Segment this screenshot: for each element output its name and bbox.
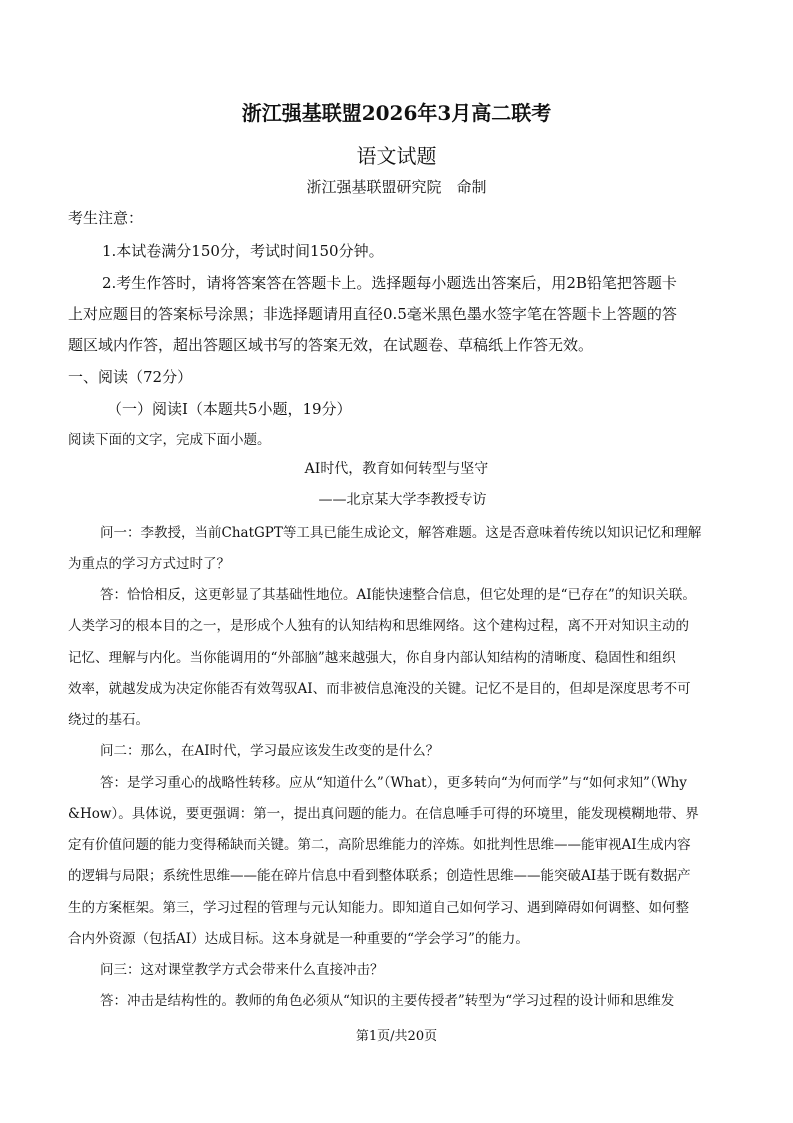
article-line: 问一：李教授，当前ChatGPT等工具已能生成论文，解答难题。这是否意味着传统以知识记忆和理解 (100, 525, 702, 541)
article-line: 合内外资源（包括AI）达成目标。这本身就是一种重要的“学会学习”的能力。 (68, 931, 529, 947)
article-line: 答：恰恰相反，这更彰显了其基础性地位。AI能快速整合信息，但它处理的是“已存在”的知识关联。 (100, 587, 696, 603)
notice-item-2-line-1: 2.考生作答时，请将答案答在答题卡上。选择题每小题选出答案后，用2B铅笔把答题卡 (102, 274, 677, 292)
article-line: 问三：这对课堂教学方式会带来什么直接冲击？ (100, 962, 384, 978)
article-line: 的逻辑与局限；系统性思维——能在碎片信息中看到整体联系；创造性思维——能突破AI基于既有数据产 (68, 868, 691, 884)
article-subtitle: ——北京某大学李教授专访 (318, 492, 487, 508)
section-heading: 一、阅读（72分） (68, 368, 193, 386)
page-number: 第1页/共20页 (355, 1029, 438, 1044)
exam-subject: 语文试题 (356, 144, 437, 168)
exam-author: 浙江强基联盟研究院 命制 (306, 178, 487, 196)
article-line: 答：冲击是结构性的。教师的角色必须从“知识的主要传授者”转型为“学习过程的设计师和思维发 (100, 993, 675, 1009)
notice-item-1: 1.本试卷满分150分，考试时间150分钟。 (102, 242, 384, 260)
article-title: AI时代，教育如何转型与坚守 (304, 461, 489, 477)
article-line: 答：是学习重心的战略性转移。应从“知道什么”（What），更多转向“为何而学”与“如何求知”（Why (100, 775, 687, 791)
article-line: 生的方案框架。第三，学习过程的管理与元认知能力。即知道自己如何学习、遇到障碍如何调整、如何整 (68, 900, 689, 916)
notice-heading: 考生注意： (68, 209, 144, 227)
article-line: 定有价值问题的能力变得稀缺而关键。第二，高阶思维能力的淬炼。如批判性思维——能审视AI生成内容 (68, 837, 691, 853)
article-line: 为重点的学习方式过时了？ (68, 556, 230, 572)
section-subheading: （一）阅读Ⅰ（本题共5小题，19分） (107, 400, 352, 418)
article-line: 问二：那么，在AI时代，学习最应该发生改变的是什么？ (100, 743, 440, 759)
article-line: 效率，就越发成为决定你能否有效驾驭AI、而非被信息淹没的关键。记忆不是目的，但却是深度思考不可 (68, 681, 691, 697)
article-line: &How）。具体说，要更强调：第一，提出真问题的能力。在信息唾手可得的环境里，能发现模糊地带、界 (68, 806, 699, 822)
notice-item-2-line-2: 上对应题目的答案标号涂黑；非选择题请用直径0.5毫米黑色墨水签字笔在答题卡上答题的答 (68, 305, 677, 323)
article-line: 记忆、理解与内化。当你能调用的“外部脑”越来越强大，你自身内部认知结构的清晰度、稳固性和组织 (68, 650, 676, 666)
article-line: 人类学习的根本目的之一，是形成个人独有的认知结构和思维网络。这个建构过程，离不开对知识主动的 (68, 618, 689, 634)
exam-title: 浙江强基联盟2026年3月高二联考 (241, 101, 552, 125)
section-instruction: 阅读下面的文字，完成下面小题。 (68, 432, 271, 448)
notice-item-2-line-3: 题区域内作答，超出答题区域书写的答案无效，在试题卷、草稿纸上作答无效。 (68, 336, 594, 354)
article-line: 绕过的基石。 (68, 712, 149, 728)
